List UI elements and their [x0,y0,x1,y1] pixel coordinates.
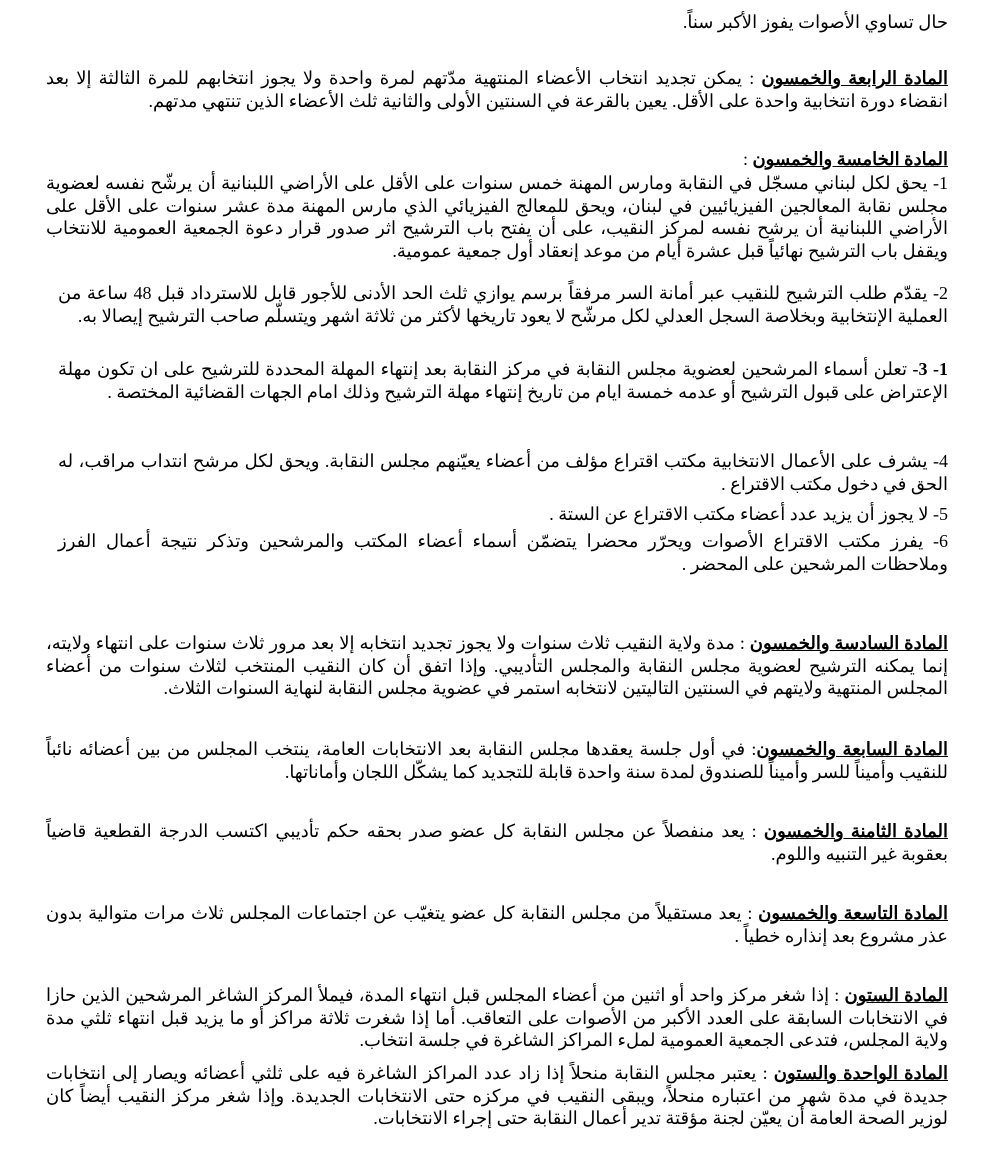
article-55-clause-2: 2- يقدّم طلب الترشيح للنقيب عبر أمانة السر مرفقاً برسم يوازي ثلث الحد الأدنى للأجور قابل للاسترداد قبل 48 ساعة من العملية الإنتخابية وبخلاصة السجل العدلي لكل مرشّح لا يعود تاريخها لأكثر من ثلاثة اشهر ويتسلّم صاحب الترشيح إيصالا به. [58,283,948,326]
article-60 [46,984,948,1052]
article-60-text: : إذا شغر مركز واحد أو اثنين من أعضاء المجلس قبل انتهاء المدة، فيملأ المركز الشاغر المرشحين الذين حازا في الانتخابات السابقة على العدد الأكبر من الأصوات على التعاقب. أما إذا شغرت ثلاثة مراكز أو ما يزيد قبل انتهاء ثلثي مدة ولاية المجلس، فتدعى الجمعية العمومية لملء المراكز الشاغرة في جلسة انتخاب. [46,985,948,1051]
article-60-title: المادة الستون [844,985,948,1005]
article-55-title: المادة الخامسة والخمسون [752,149,948,169]
article-55-clause-6: 6- يفرز مكتب الاقتراع الأصوات ويحرّر محضرا يتضمّن أسماء أعضاء المكتب والمرشحين وتذكر نتيجة أعمال الفرز وملاحظات المرشحين على المحضر . [58,531,948,574]
article-55 [46,148,948,171]
article-55-clause-5: 5- لا يجوز أن يزيد عدد أعضاء مكتب الاقتراع عن الستة . [549,504,948,524]
article-54-title: المادة الرابعة والخمسون [761,68,948,88]
intro-line: حال تساوي الأصوات يفوز الأكبر سناً. [682,12,948,32]
article-59-title: المادة التاسعة والخمسون [758,903,948,923]
article-58-title: المادة الثامنة والخمسون [763,821,948,841]
article-61-title: المادة الواحدة والستون [773,1063,948,1083]
article-55-clause-3-text: تعلن أسماء المرشحين لعضوية مجلس النقابة في مركز النقابة بعد إنتهاء المهلة المحددة للترشيح على ان تكون مهلة الإعتراض على قبول الترشيح أو عدمه خمسة ايام من تاريخ إنتهاء مهلة الترشيح وذلك امام الجهات القضائية المختصة . [58,359,948,402]
article-55-clause-3-number: 1- 3- [912,359,949,379]
article-58-text: : يعد منفصلاً عن مجلس النقابة كل عضو صدر بحقه حكم تأديبي اكتسب الدرجة القطعية قاضياً بعقوبة غير التنبيه واللوم. [46,821,948,864]
article-57-title: المادة السابعة والخمسون [756,739,948,759]
article-55-clause-4: 4- يشرف على الأعمال الانتخابية مكتب اقتراع مؤلف من أعضاء يعيّنهم مجلس النقابة. ويحق لكل مرشح انتداب مراقب، له الحق في دخول مكتب الاقتراع . [58,451,948,494]
article-56-title: المادة السادسة والخمسون [749,633,948,653]
article-56-text: : مدة ولاية النقيب ثلاث سنوات ولا يجوز تجديد انتخابه إلا بعد مرور ثلاث سنوات على انتهاء ولايته، إنما يمكنه الترشيح لعضوية مجلس النقابة والمجلس التأديبي. وإذا اتفق أن كان النقيب المنتخب لثلاث سنوات من أعضاء المجلس المنتهية ولايتهم في السنتين التاليتين لانتخابه استمر في عضوية مجلس النقابة لنهاية السنوات الثلاث. [46,633,948,699]
article-54 [46,67,948,112]
article-59 [46,902,948,947]
article-55-title-suffix: : [742,149,753,169]
article-61 [46,1062,948,1130]
article-57 [46,738,948,783]
article-54-text: : يمكن تجديد انتخاب الأعضاء المنتهية مدّتهم لمرة واحدة ولا يجوز انتخابهم للمرة الثالثة إلا بعد انقضاء دورة انتخابية واحدة على الأقل. يعين بالقرعة في السنتين الأولى والثانية ثلث الأعضاء الذين تنتهي مدتهم. [46,68,948,111]
article-55-clause-1: 1- يحق لكل لبناني مسجّل في النقابة ومارس المهنة خمس سنوات على الأقل على الأراضي اللبنانية أن يرشّح نفسه لعضوية مجلس نقابة المعالجين الفيزيائيين في لبنان، ويحق للمعالج الفيزيائي الذي مارس المهنة مدة عشر سنوات على الأقل على الأراضي اللبنانية أن يرشح نفسه لمركز النقيب، على أن يفتح باب الترشيح اثر صدور قرار دعوة الجمعية العمومية للانتخاب ويقفل باب الترشيح نهائياً قبل عشرة أيام من موعد إنعقاد أول جمعية عمومية. [46,173,948,261]
article-61-text: : يعتبر مجلس النقابة منحلاً إذا زاد عدد المراكز الشاغرة فيه على ثلثي أعضائه ويصار إلى انتخابات جديدة في مدة شهر من اعتباره منحلاً، ويبقى النقيب في مركزه حتى الانتخابات الجديدة. وإذا شغر مركز النقيب أيضاً كان لوزير الصحة العامة أن يعيّن لجنة مؤقتة تدير أعمال النقابة حتى إجراء الانتخابات. [46,1063,948,1129]
article-55-clause-3 [58,358,948,403]
article-57-text: : في أول جلسة يعقدها مجلس النقابة بعد الانتخابات العامة، ينتخب المجلس من بين أعضائه نائباً للنقيب وأميناً للسر وأميناً للصندوق لمدة سنة واحدة قابلة للتجديد كما يشكّل اللجان وأماناتها. [46,739,948,782]
article-58 [46,820,948,865]
article-59-text: : يعد مستقيلاً من مجلس النقابة كل عضو يتغيّب عن اجتماعات المجلس ثلاث مرات متوالية بدون عذر مشروع بعد إنذاره خطياً . [46,903,948,946]
article-56 [46,632,948,700]
